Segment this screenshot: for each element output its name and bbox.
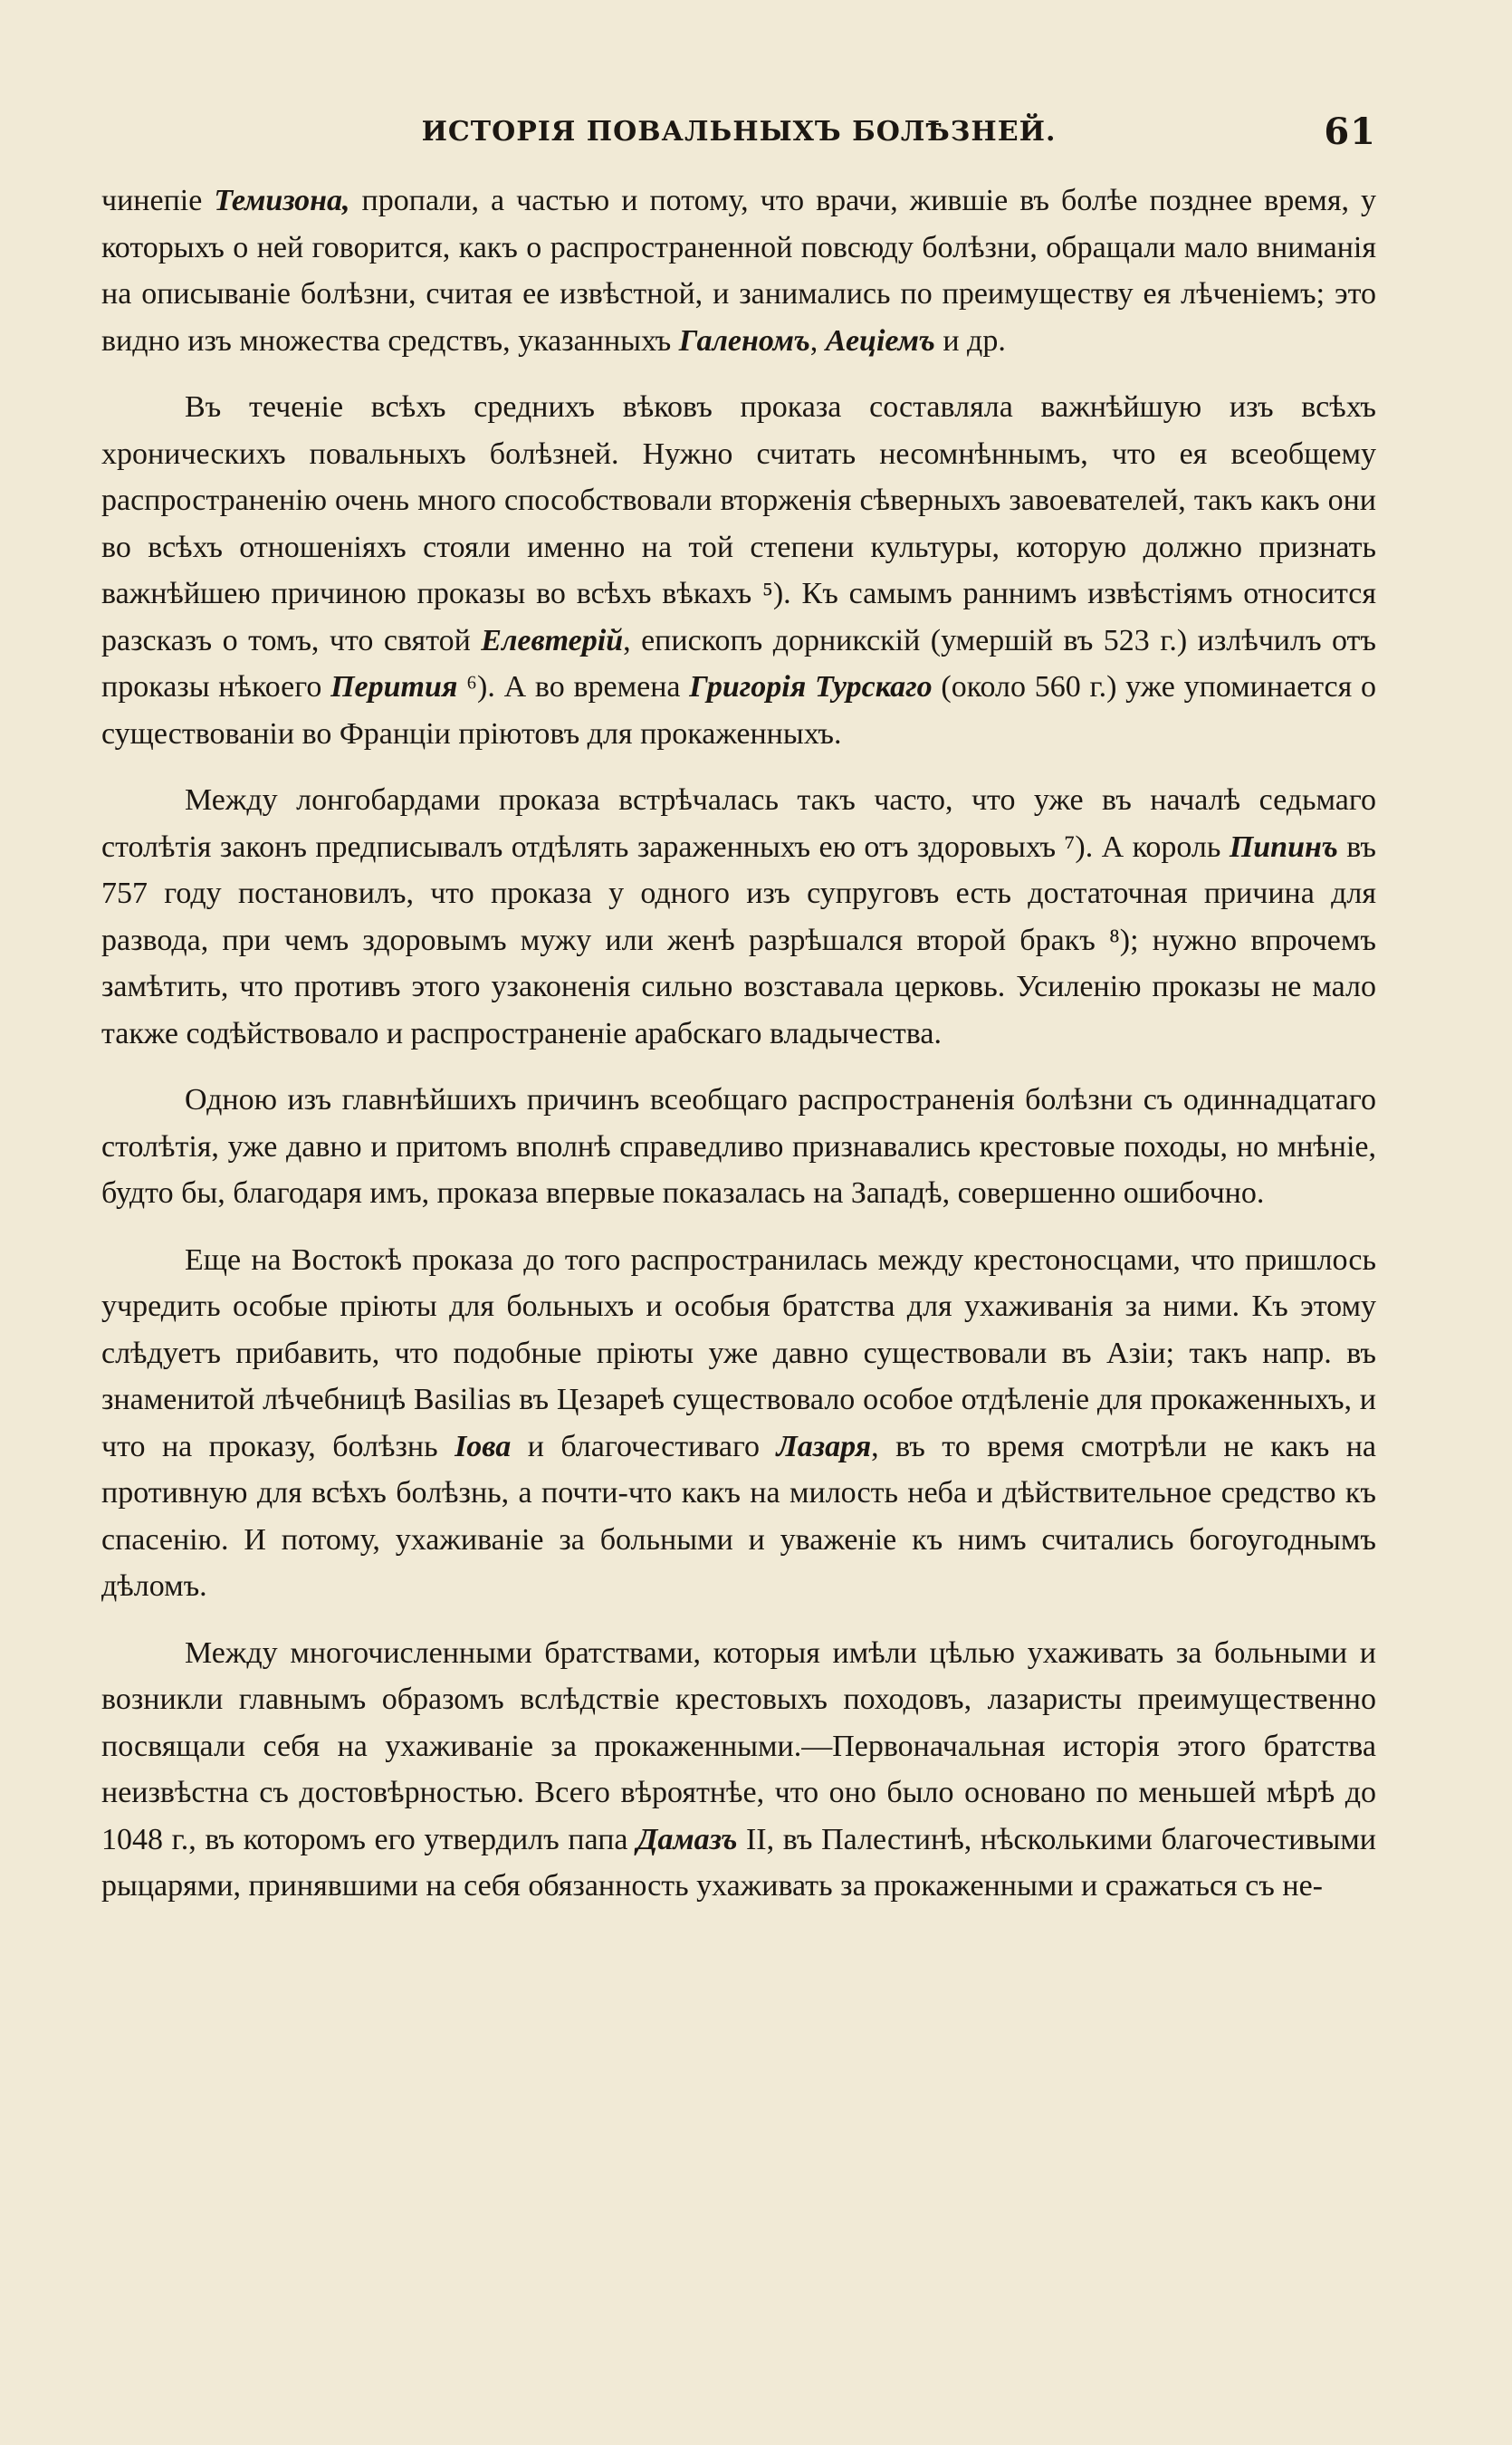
text-run: Еще на Востокѣ проказа до того распространилась между крестоносцами, что пришлось учредить особые пріюты для больныхъ и особыя братства для ухаживанія за ними. Къ этому слѣдуетъ прибавить, что подобные пріюты уже давно существовали въ Азіи; такъ напр. въ знаменитой лѣчебницѣ Basilias въ Цезареѣ существовало особое отдѣленіе для прокаженныхъ, и что на проказу, болѣзнь: [101, 1242, 1376, 1463]
text-run: II, въ Палестинѣ, нѣсколькими благочестивыми рыцарями, принявшими на себя обязанность ухаживать за прокаженными и сражаться съ не-: [101, 1822, 1377, 1903]
paragraph-3: [101, 777, 1376, 1057]
text-run: Между многочисленными братствами, которыя имѣли цѣлью ухаживать за больными и возникли главнымъ образомъ вслѣдствіе крестовыхъ походовъ, лазаристы преимущественно посвящали себя на ухаживаніе за прокаженными.—Первоначальная исторія этого братства неизвѣстна съ достовѣрностью. Всего вѣроятнѣе, что оно было основано по меньшей мѣрѣ до 1048 г., въ которомъ его утвердилъ папа: [101, 1635, 1376, 1856]
italic-name: Перития: [330, 670, 458, 704]
text-run: , епископъ дорникскій (умершій въ 523 г.) излѣчилъ отъ проказы нѣкоего: [101, 623, 1376, 704]
text-run: Въ теченіе всѣхъ среднихъ вѣковъ проказа составляла важнѣйшую изъ всѣхъ хроническихъ повальныхъ болѣзней. Нужно считать несомнѣннымъ, что ея всеобщему распространенію очень много способствовали вторженія сѣверныхъ завоевателей, такъ какъ они во всѣхъ отношеніяхъ стояли именно на той степени культуры, которую должно признать важнѣйшею причиною проказы во всѣхъ вѣкахъ ⁵). Къ самымъ раннимъ извѣстіямъ относится разсказъ о томъ, что святой: [101, 390, 1376, 657]
running-title: ИСТОРІЯ ПОВАЛЬНЫХЪ БОЛѢЗНЕЙ.: [421, 116, 1057, 148]
paragraph-5: [101, 1237, 1376, 1610]
italic-name: Дамазъ: [636, 1822, 738, 1856]
italic-name: Темизона,: [214, 184, 350, 217]
text-run: Одною изъ главнѣйшихъ причинъ всеобщаго распространенія болѣзни съ одиннадцатаго столѣтія, уже давно и притомъ вполнѣ справедливо признавались крестовые походы, но мнѣніе, будто бы, благодаря имъ, проказа впервые показалась на Западѣ, совершенно ошибочно.: [101, 1083, 1376, 1210]
italic-name: Аеціемъ: [825, 323, 935, 358]
text-run: (около 560 г.) уже упоминается о существованіи во Франціи пріютовъ для прокаженныхъ.: [101, 670, 1376, 751]
text-run: Между лонгобардами проказа встрѣчалась такъ часто, что уже въ началѣ седьмаго столѣтія законъ предписывалъ отдѣлять зараженныхъ ею отъ здоровыхъ ⁷). А король: [101, 783, 1376, 864]
text-run: въ 757 году постановилъ, что проказа у одного изъ супруговъ есть достаточная причина для развода, при чемъ здоровымъ мужу или женѣ разрѣшался второй бракъ ⁸); нужно впрочемъ замѣтить, что противъ этого узаконенія сильно возставала церковь. Усиленію проказы не мало также содѣйствовало и распространеніе арабскаго владычества.: [101, 829, 1376, 1050]
page-number: 61: [1324, 110, 1376, 153]
text-run: , въ то время смотрѣли не какъ на противную для всѣхъ болѣзнь, а почти-что какъ на милость неба и дѣйствительное средство къ спасенію. И потому, ухаживаніе за больными и уваженіе къ нимъ считались богоугоднымъ дѣломъ.: [101, 1429, 1377, 1603]
italic-name: Галеномъ: [678, 323, 810, 358]
text-run: и др.: [934, 323, 1006, 358]
paragraph-1: [101, 177, 1376, 364]
italic-name: Григорія Турскаго: [689, 670, 933, 704]
paragraph-4: [101, 1077, 1376, 1217]
text-run: ⁶). А во времена: [457, 670, 690, 704]
text-run: пропали, а частью и потому, что врачи, жившіе въ болѣе позднее время, у которыхъ о ней говорится, какъ о распространенной повсюду болѣзни, обращали мало вниманія на описываніе болѣзни, считая ее извѣстной, и занимались по преимуществу ея лѣченіемъ; это видно изъ множества средствъ, указанныхъ: [101, 184, 1376, 358]
page-header: [101, 107, 1376, 158]
italic-name: Лазаря: [776, 1429, 872, 1463]
paragraph-6: [101, 1630, 1376, 1910]
text-run: ,: [809, 323, 826, 358]
page-body: [101, 177, 1376, 1910]
paragraph-2: [101, 384, 1376, 757]
italic-name: Іова: [455, 1429, 512, 1463]
text-run: и благочестиваго: [511, 1429, 777, 1463]
italic-name: Елевтерій: [481, 623, 624, 657]
italic-name: Пипинъ: [1229, 829, 1338, 864]
text-run: чинепіе: [101, 184, 215, 217]
